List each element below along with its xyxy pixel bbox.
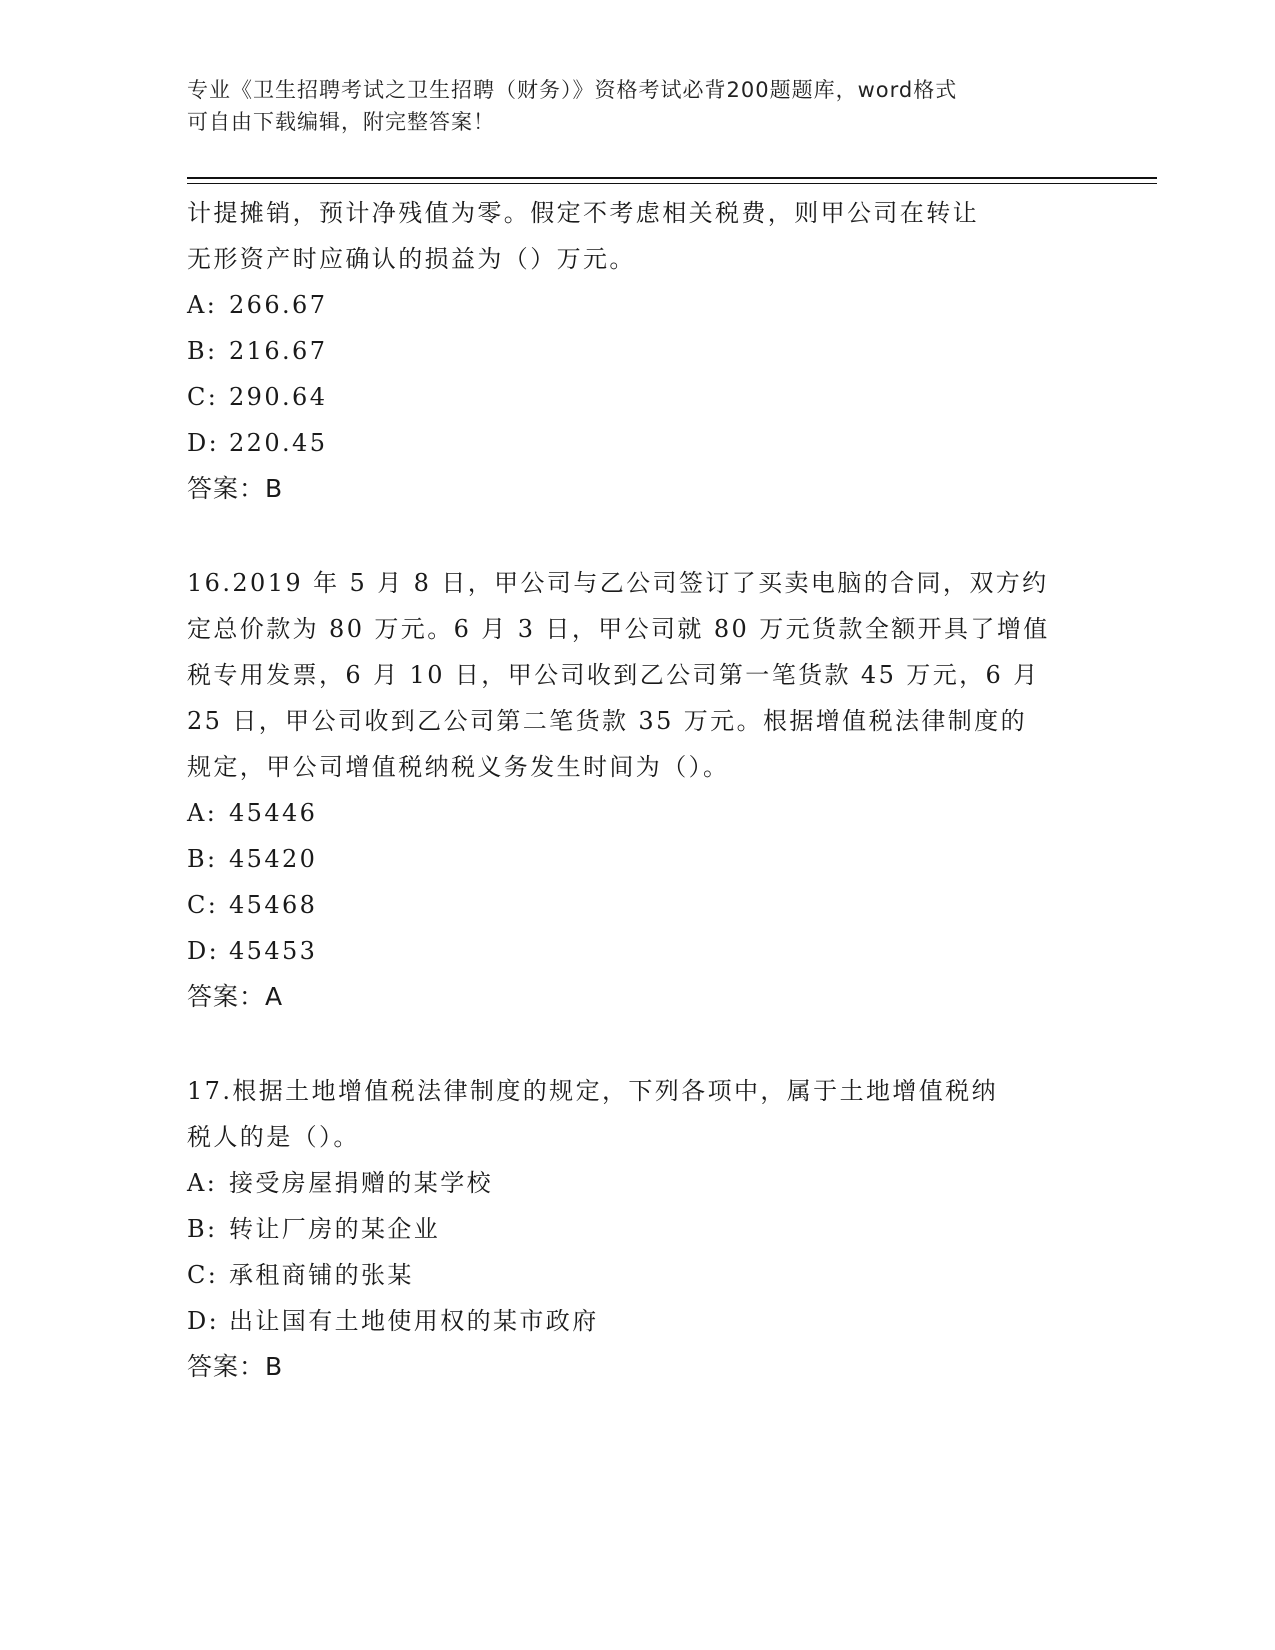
question-text-line: 无形资产时应确认的损益为（）万元。 [187,245,636,273]
option-text: 转让厂房的某企业 [229,1215,441,1243]
option-text: 接受房屋捐赠的某学校 [229,1169,493,1197]
header-line-1: 专业《卫生招聘考试之卫生招聘（财务）》资格考试必背200题题库，word格式 [187,78,958,102]
option-b [187,328,1087,374]
header-divider-thin [187,183,1157,184]
question-text-line: 计提摊销，预计净残值为零。假定不考虑相关税费，则甲公司在转让 [187,199,979,227]
option-text: 45420 [229,845,318,873]
question-gap [187,1020,1087,1068]
option-a [187,282,1087,328]
option-text: 220.45 [229,429,328,457]
option-text: 45453 [229,937,318,965]
question-15-tail [187,190,1087,512]
option-b [187,836,1087,882]
option-label: C: [187,383,219,411]
question-text-line: 25 日，甲公司收到乙公司第二笔货款 35 万元。根据增值税法律制度的 [187,707,1027,735]
option-label: A: [187,291,218,319]
option-d [187,1298,1087,1344]
document-header [187,74,1087,138]
question-text-line: 税专用发票，6 月 10 日，甲公司收到乙公司第一笔货款 45 万元，6 月 [187,661,1040,689]
option-label: B: [187,845,218,873]
option-c [187,374,1087,420]
question-list [187,190,1087,1390]
option-a [187,790,1087,836]
option-d [187,928,1087,974]
question-16 [187,560,1087,1020]
option-label: D: [187,429,220,457]
option-label: C: [187,1261,219,1289]
option-text: 45446 [229,799,318,827]
answer-line: 答案：B [187,1352,284,1381]
answer-line: 答案：A [187,982,284,1011]
option-text: 266.67 [229,291,328,319]
question-gap [187,512,1087,560]
option-c [187,882,1087,928]
question-text-line: 17.根据土地增值税法律制度的规定，下列各项中，属于土地增值税纳 [187,1077,998,1105]
option-text: 45468 [229,891,318,919]
header-line-2: 可自由下载编辑，附完整答案！ [187,110,495,134]
option-a [187,1160,1087,1206]
option-d [187,420,1087,466]
question-17 [187,1068,1087,1390]
question-text-line: 16.2019 年 5 月 8 日，甲公司与乙公司签订了买卖电脑的合同，双方约 [187,569,1049,597]
option-label: D: [187,937,220,965]
option-text: 承租商铺的张某 [229,1261,414,1289]
option-text: 216.67 [229,337,328,365]
option-label: B: [187,1215,218,1243]
option-label: C: [187,891,219,919]
option-text: 290.64 [229,383,328,411]
option-label: A: [187,1169,218,1197]
question-text-line: 定总价款为 80 万元。6 月 3 日，甲公司就 80 万元货款全额开具了增值 [187,615,1050,643]
option-text: 出让国有土地使用权的某市政府 [229,1307,599,1335]
option-b [187,1206,1087,1252]
question-text-line: 规定，甲公司增值税纳税义务发生时间为（）。 [187,753,730,781]
option-label: B: [187,337,218,365]
question-text-line: 税人的是（）。 [187,1123,360,1151]
option-label: D: [187,1307,220,1335]
option-c [187,1252,1087,1298]
option-label: A: [187,799,218,827]
answer-line: 答案：B [187,474,284,503]
header-divider-thick [187,177,1157,179]
